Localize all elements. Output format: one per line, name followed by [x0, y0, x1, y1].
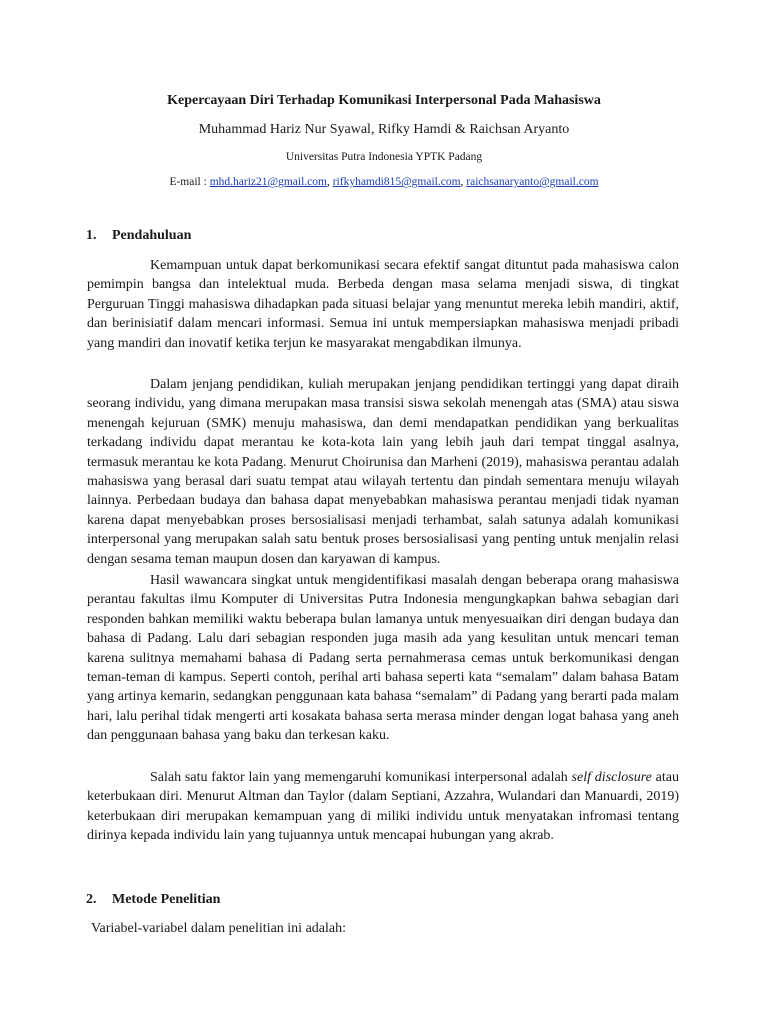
section-1-heading [86, 228, 191, 244]
paragraph-2 [87, 375, 679, 569]
affiliation: Universitas Putra Indonesia YPTK Padang [285, 151, 483, 163]
paragraph-4-italic-term: self disclosure [571, 770, 652, 785]
email-link-1[interactable]: mhd.hariz21@gmail.com [209, 176, 327, 188]
email-label: E-mail : [169, 176, 210, 188]
email-link-2[interactable]: rifkyhamdi815@gmail.com [332, 176, 461, 188]
email-link-3[interactable]: raichsanaryanto@gmail.com [466, 176, 599, 188]
email-line [0, 176, 768, 188]
paragraph-2-text: Dalam jenjang pendidikan, kuliah merupakan jenjang pendidikan tertinggi yang dapat diraih seorang individu, yang dimana merupakan masa transisi siswa sekolah menengah atas (SMA) atau siswa menengah kejuruan (SMK) menuju mahasiswa, dan demi mendapatkan pendidikan yang berkualitas terkadang individu dapat merantau ke kota-kota lain yang lebih jauh dari tempat tinggal asalnya, termasuk merantau ke kota Padang. Menurut Choirunisa dan Marheni (2019), mahasiswa perantau adalah mahasiswa yang berasal dari suatu tempat atau wilayah tertentu dan pindah sementara menuju wilayah lainnya. Perbedaan budaya dan bahasa dapat menyebabkan mahasiswa perantau menjadi tidak nyaman karena dapat menyebabkan proses bersosialisasi menjadi terhambat, salah satunya adalah komunikasi interpersonal yang merupakan salah satu bentuk proses bersosialisasi yang penting untuk menjalin relasi dengan sesama teman maupun dosen dan karyawan di kampus. [87, 377, 679, 567]
paragraph-1 [87, 256, 679, 353]
paragraph-3 [87, 571, 679, 746]
section-2-intro: Variabel-variabel dalam penelitian ini adalah: [91, 921, 346, 936]
section-1-title: Pendahuluan [112, 228, 192, 243]
paragraph-4-text-end: atau keterbukaan diri. Menurut Altman dan Taylor (dalam Septiani, Azzahra, Wulandari dan Manuardi, 2019) keterbukaan diri merupakan kemampuan yang di miliki individu untuk menyatakan infromasi tentang dirinya kepada individu lain yang tujuannya untuk mencapai hubungan yang akrab. [87, 770, 679, 844]
paragraph-1-text: Kemampuan untuk dapat berkomunikasi secara efektif sangat dituntut pada mahasiswa calon pemimpin bangsa dan intelektual muda. Berbeda dengan masa selama menjadi siswa, di tingkat Perguruan Tinggi mahasiswa dihadapkan pada situasi belajar yang menuntut mereka lebih mandiri, aktif, dan berinisiatif dalam mencari informasi. Semua ini untuk mempersiapkan mahasiswa menjadi pribadi yang mandiri dan inovatif ketika terjun ke masyarakat mengabdikan ilmunya. [87, 258, 679, 351]
author-list: Muhammad Hariz Nur Syawal, Rifky Hamdi & Raichsan Aryanto [198, 122, 570, 137]
section-2-heading [86, 892, 220, 908]
section-2-number: 2. [86, 892, 97, 907]
paragraph-4-text-start: Salah satu faktor lain yang memengaruhi komunikasi interpersonal adalah [150, 770, 572, 785]
email-separator: , [326, 176, 333, 188]
paragraph-3-text: Hasil wawancara singkat untuk mengidentifikasi masalah dengan beberapa orang mahasiswa perantau fakultas ilmu Komputer di Universitas Putra Indonesia mengungkapkan bahwa sebagian dari responden bahkan memiliki waktu beberapa bulan lamanya untuk menyesuaikan diri dengan budaya dan bahasa di Padang. Lalu dari sebagian responden juga masih ada yang kesulitan untuk mencari teman karena sulitnya memahami bahasa di Padang serta pernahmerasa cemas untuk berkomunikasi dengan teman-teman di kampus. Seperti contoh, perihal arti bahasa seperti kata “semalam” dalam bahasa Batam yang artinya kemarin, sedangkan penggunaan kata bahasa “semalam” di Padang yang berarti pada malam hari, lalu perihal tidak mengerti arti kosakata bahasa serta merasa minder dengan logat bahasa yang aneh dan penggunaan bahasa yang baku dan terkesan kaku. [87, 573, 679, 744]
email-separator: , [460, 176, 467, 188]
paper-title: Kepercayaan Diri Terhadap Komunikasi Interpersonal Pada Mahasiswa [167, 93, 601, 108]
paragraph-4 [87, 768, 679, 846]
section-1-number: 1. [86, 228, 97, 243]
section-2-title: Metode Penelitian [112, 892, 221, 907]
